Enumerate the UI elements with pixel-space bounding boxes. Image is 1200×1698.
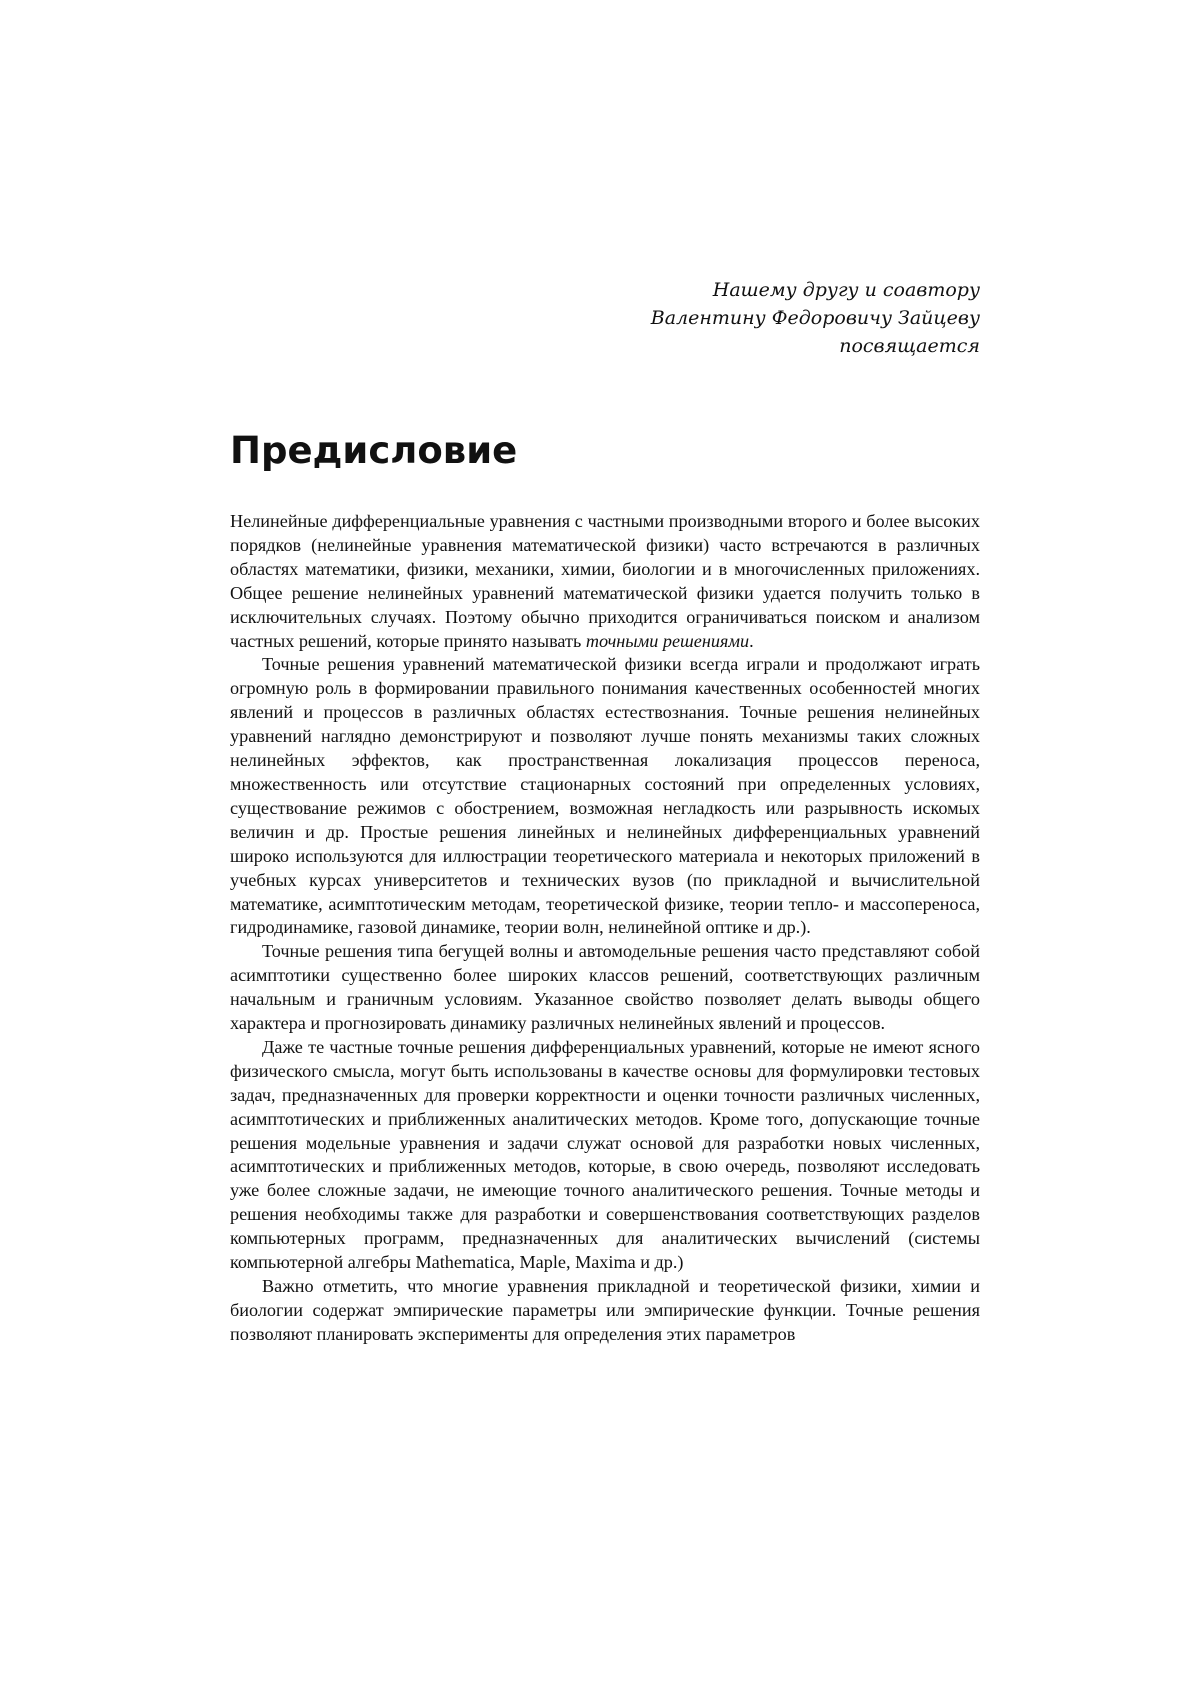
page-title: Предисловие	[230, 428, 517, 474]
paragraph-text: Нелинейные дифференциальные уравнения с частными производными второго и более высоких порядков (нелинейные уравнения математической физики) часто встречаются в различных областях математики, физики, механики, химии, биологии и в многочис­ленных приложениях. Общее решение нелинейных уравнений математической физики удается получить только в исключительных случаях. Поэтому обычно приходится ограничиваться поиском и анализом частных решений, которые принято называть	[230, 511, 980, 651]
dedication-line: посвящается	[630, 332, 980, 360]
book-page	[0, 0, 1200, 1698]
paragraph-tail: .	[749, 631, 754, 651]
paragraph-2: Точные решения уравнений математической физики всегда играли и продолжают играть огромную роль в формировании правильного понимания качественных особен­ностей многих явлений и процессов в различных областях естествознания. Точные решения нелинейных уравнений наглядно демонстрируют и позволяют лучше понять механизмы таких сложных нелинейных эффектов, как пространственная локализация процессов переноса, множественность или отсутствие стационарных состояний при определенных условиях, существование режимов с обострением, возможная неглад­кость или разрывность искомых величин и др. Простые решения линейных и нели­нейных дифференциальных уравнений широко используются для иллюстрации тео­ретического материала и некоторых приложений в учебных курсах университетов и технических вузов (по прикладной и вычислительной математике, асимптотическим методам, теоретической физике, теории тепло- и массопереноса, гидродинамике, газо­вой динамике, теории волн, нелинейной оптике и др.).	[230, 653, 980, 940]
dedication-line: Валентину Федоровичу Зайцеву	[630, 304, 980, 332]
emphasis-term: точными решениями	[586, 631, 749, 651]
dedication	[630, 276, 980, 360]
preface-body	[230, 510, 980, 1347]
paragraph-5: Важно отметить, что многие уравнения прикладной и теоретической физики, хи­мии и биологии содержат эмпирические параметры или эмпирические функции. Точ­ные решения позволяют планировать эксперименты для определения этих параметров	[230, 1275, 980, 1347]
dedication-line: Нашему другу и соавтору	[630, 276, 980, 304]
paragraph-3: Точные решения типа бегущей волны и автомодельные решения часто представ­ляют собой асимптотики существенно более широких классов решений, соответству­ющих различным начальным и граничным условиям. Указанное свойство позволяет делать выводы общего характера и прогнозировать динамику различных нелинейных явлений и процессов.	[230, 940, 980, 1036]
paragraph-4: Даже те частные точные решения дифференциальных уравнений, которые не име­ют ясного физического смысла, могут быть использованы в качестве основы для формулировки тестовых задач, предназначенных для проверки корректности и оценки точности различных численных, асимптотических и приближенных аналитических методов. Кроме того, допускающие точные решения модельные уравнения и задачи служат основой для разработки новых численных, асимптотических и приближенных методов, которые, в свою очередь, позволяют исследовать уже более сложные задачи, не имеющие точного аналитического решения. Точные методы и решения необходимы также для разработки и совершенствования соответствующих разделов компьютерных программ, предназначенных для аналитических вычислений (системы компьютерной алгебры Mathematica, Maple, Maxima и др.)	[230, 1036, 980, 1275]
paragraph-1	[230, 510, 980, 653]
